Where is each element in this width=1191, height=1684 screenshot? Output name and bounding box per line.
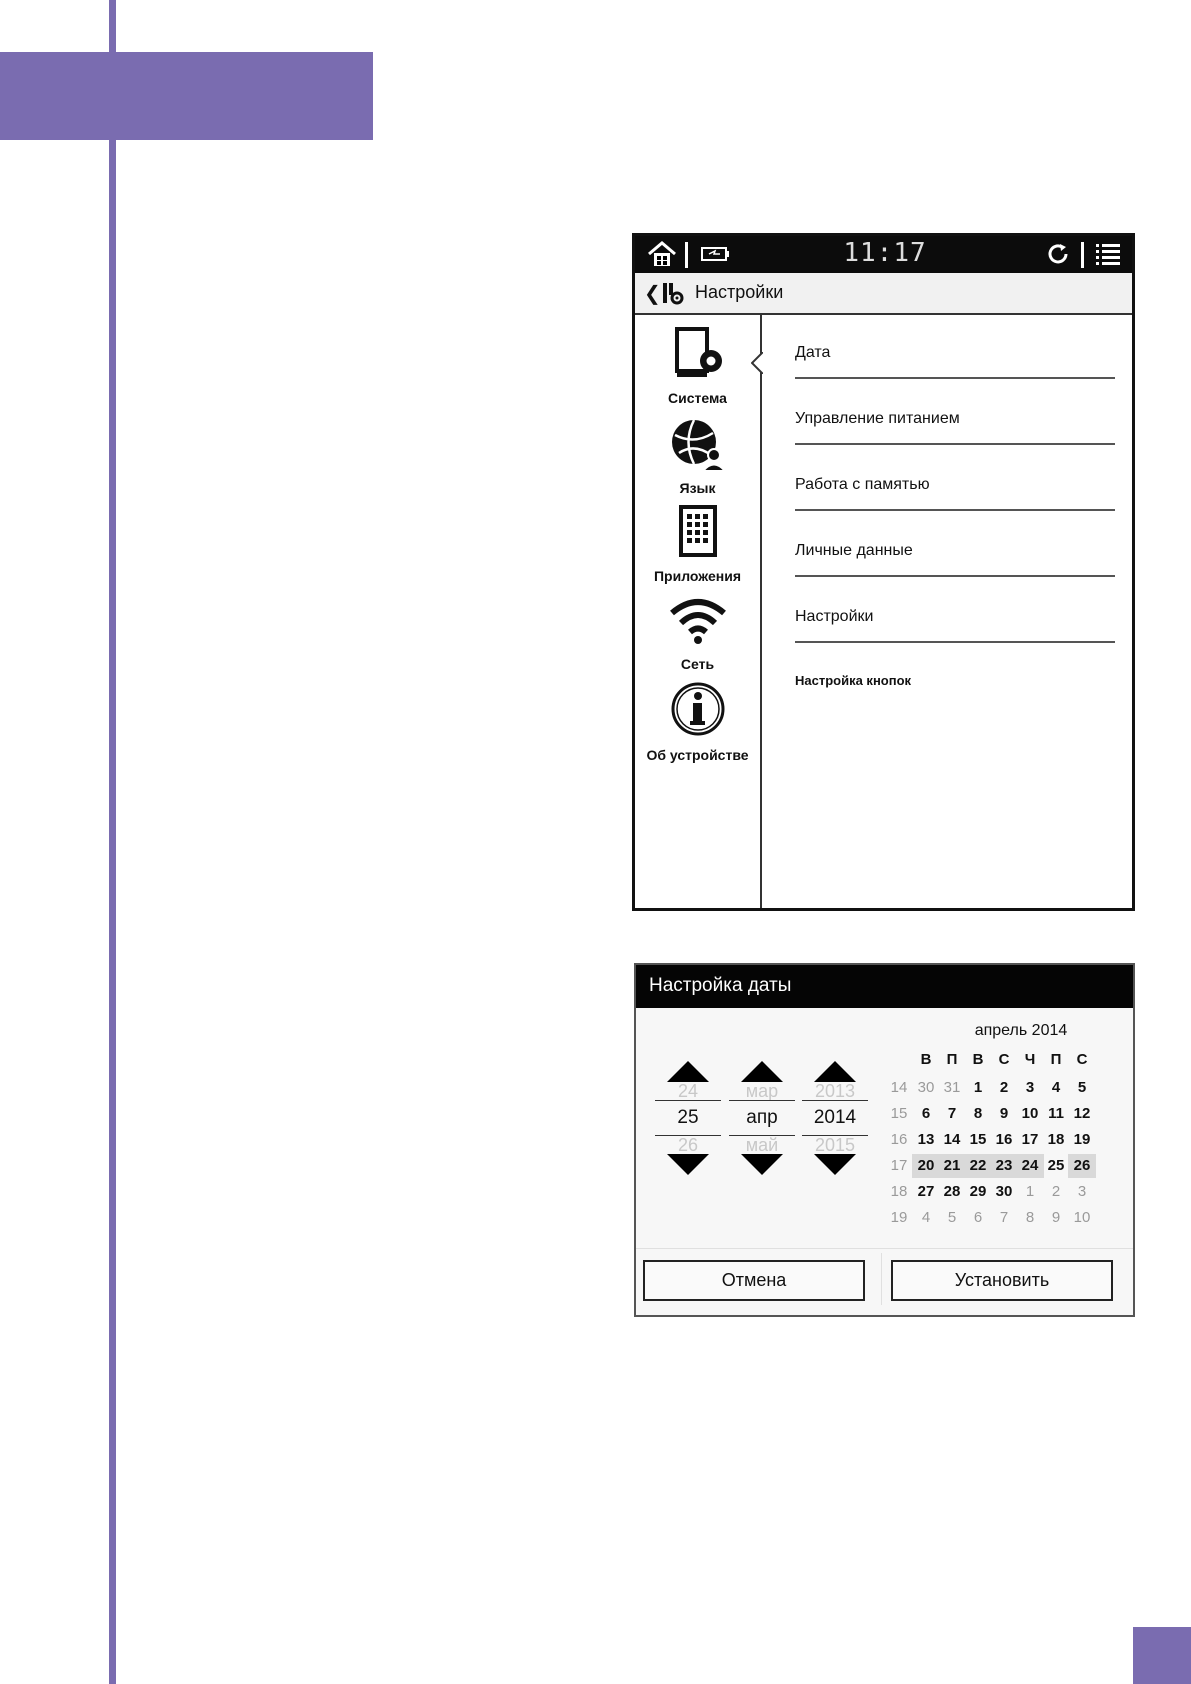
day-value: 25	[677, 1107, 699, 1128]
calendar-day[interactable]: 7	[999, 1209, 1009, 1226]
week-number: 19	[890, 1209, 908, 1226]
week-number: 17	[890, 1157, 908, 1174]
calendar-day[interactable]: 2	[999, 1079, 1009, 1096]
day-next: 26	[677, 1136, 699, 1154]
back-icon[interactable]: ❮	[644, 283, 661, 305]
menu-item-personal-data[interactable]: Личные данные	[795, 542, 913, 559]
calendar-day[interactable]: 22	[964, 1154, 992, 1178]
category-label: Об устройстве	[646, 747, 749, 763]
calendar-day[interactable]: 26	[1068, 1154, 1096, 1178]
week-number: 18	[890, 1183, 908, 1200]
week-number: 14	[890, 1079, 908, 1096]
week-number: 16	[890, 1131, 908, 1148]
year-prev: 2013	[814, 1082, 856, 1100]
cancel-button[interactable]: Отмена	[643, 1260, 865, 1301]
system-settings-icon	[669, 327, 727, 381]
selected-category-pointer	[751, 352, 763, 374]
category-system[interactable]	[635, 327, 760, 406]
calendar-day[interactable]: 8	[1025, 1209, 1035, 1226]
menu-item-memory[interactable]: Работа с памятью	[795, 476, 930, 493]
calendar-day[interactable]: 12	[1073, 1105, 1091, 1122]
button-row-divider	[636, 1248, 1133, 1249]
clock: 11:17	[843, 238, 927, 268]
calendar-day[interactable]: 19	[1073, 1131, 1091, 1148]
month-value: апр	[746, 1107, 778, 1128]
wifi-icon	[669, 597, 727, 647]
category-label: Язык	[679, 480, 716, 496]
weekday-header: С	[1076, 1051, 1088, 1068]
button-separator	[881, 1253, 882, 1305]
calendar-day[interactable]: 4	[921, 1209, 931, 1226]
calendar-day[interactable]: 18	[1047, 1131, 1065, 1148]
calendar-day[interactable]: 30	[917, 1079, 935, 1096]
category-apps[interactable]	[635, 505, 760, 584]
category-label: Приложения	[653, 568, 742, 584]
calendar-day[interactable]: 1	[1025, 1183, 1035, 1200]
weekday-header: П	[946, 1051, 958, 1068]
category-network[interactable]	[635, 597, 760, 672]
year-value: 2014	[813, 1107, 857, 1128]
calendar-day[interactable]: 9	[999, 1105, 1009, 1122]
calendar-day[interactable]: 8	[973, 1105, 983, 1122]
day-down-arrow-icon[interactable]	[667, 1154, 709, 1175]
year-up-arrow-icon[interactable]	[814, 1061, 856, 1082]
calendar-day[interactable]: 13	[917, 1131, 935, 1148]
calendar-month-label: апрель 2014	[974, 1022, 1068, 1039]
info-icon	[669, 680, 727, 738]
calendar-day[interactable]: 10	[1073, 1209, 1091, 1226]
status-separator	[1081, 242, 1084, 268]
calendar-day[interactable]: 30	[995, 1183, 1013, 1200]
month-down-arrow-icon[interactable]	[741, 1154, 783, 1175]
apps-grid-icon	[669, 505, 727, 559]
day-spinner[interactable]	[655, 1061, 721, 1175]
day-prev: 24	[677, 1082, 699, 1100]
calendar-day[interactable]: 9	[1051, 1209, 1061, 1226]
dialog-title-bar	[636, 965, 1133, 1008]
menu-divider	[795, 575, 1115, 577]
calendar-day[interactable]: 27	[917, 1183, 935, 1200]
battery-icon	[701, 240, 731, 268]
day-up-arrow-icon[interactable]	[667, 1061, 709, 1082]
page-side-bar	[109, 0, 116, 1684]
year-down-arrow-icon[interactable]	[814, 1154, 856, 1175]
date-dialog	[634, 963, 1135, 1317]
set-button[interactable]: Установить	[891, 1260, 1113, 1301]
calendar-day[interactable]: 20	[912, 1154, 940, 1178]
page-header-tab	[0, 52, 373, 140]
calendar-day[interactable]: 14	[943, 1131, 961, 1148]
page-corner-block	[1133, 1627, 1191, 1684]
calendar-day[interactable]: 5	[947, 1209, 957, 1226]
category-label: Система	[668, 390, 727, 406]
year-next: 2015	[814, 1136, 856, 1154]
category-sidebar	[635, 315, 762, 910]
category-label: Сеть	[680, 656, 715, 672]
menu-item-buttons[interactable]: Настройка кнопок	[795, 673, 912, 688]
calendar-day[interactable]: 3	[1077, 1183, 1087, 1200]
month-next: май	[745, 1136, 779, 1154]
menu-divider	[795, 641, 1115, 643]
calendar-day[interactable]: 25	[1047, 1157, 1065, 1174]
sync-icon[interactable]	[1045, 240, 1071, 268]
menu-item-settings[interactable]: Настройки	[795, 608, 874, 625]
calendar-day[interactable]: 29	[969, 1183, 987, 1200]
status-separator	[685, 242, 688, 268]
weekday-header: П	[1050, 1051, 1062, 1068]
category-language[interactable]	[635, 415, 760, 496]
year-spinner[interactable]	[802, 1061, 868, 1175]
settings-tools-icon	[660, 281, 684, 310]
calendar-day[interactable]: 6	[921, 1105, 931, 1122]
weekday-header: С	[998, 1051, 1010, 1068]
calendar-day[interactable]: 24	[1016, 1154, 1044, 1178]
calendar-day[interactable]: 31	[943, 1079, 961, 1096]
menu-item-date[interactable]: Дата	[795, 344, 831, 361]
home-icon[interactable]	[645, 240, 679, 268]
settings-screen	[632, 233, 1135, 911]
menu-list-icon[interactable]	[1093, 240, 1123, 268]
calendar-day[interactable]: 7	[947, 1105, 957, 1122]
month-prev: мар	[745, 1082, 779, 1100]
menu-divider	[795, 443, 1115, 445]
month-spinner[interactable]	[729, 1061, 795, 1175]
weekday-header: В	[972, 1051, 984, 1068]
menu-divider	[795, 509, 1115, 511]
calendar-day[interactable]: 23	[990, 1154, 1018, 1178]
week-number: 15	[890, 1105, 908, 1122]
header-bar	[635, 273, 1132, 315]
month-up-arrow-icon[interactable]	[741, 1061, 783, 1082]
calendar-day[interactable]: 28	[943, 1183, 961, 1200]
menu-divider	[795, 377, 1115, 379]
calendar-day[interactable]: 6	[973, 1209, 983, 1226]
calendar-day[interactable]: 11	[1048, 1105, 1064, 1122]
status-bar	[635, 236, 1132, 273]
category-about[interactable]	[635, 680, 760, 763]
weekday-header: В	[920, 1051, 932, 1068]
calendar-day[interactable]: 2	[1051, 1183, 1061, 1200]
calendar-day[interactable]: 21	[938, 1154, 966, 1178]
calendar-day[interactable]: 3	[1025, 1079, 1035, 1096]
weekday-header: Ч	[1024, 1051, 1036, 1068]
calendar-day[interactable]: 4	[1051, 1079, 1061, 1096]
calendar-day[interactable]: 10	[1021, 1105, 1039, 1122]
dialog-title: Настройка даты	[649, 975, 792, 996]
globe-user-icon	[669, 415, 727, 471]
calendar-day[interactable]: 5	[1077, 1079, 1087, 1096]
calendar-day[interactable]: 15	[969, 1131, 987, 1148]
calendar-day[interactable]: 1	[973, 1079, 983, 1096]
page-title: Настройки	[695, 282, 784, 302]
menu-item-power[interactable]: Управление питанием	[795, 410, 960, 427]
calendar-day[interactable]: 17	[1021, 1131, 1039, 1148]
calendar-day[interactable]: 16	[995, 1131, 1013, 1148]
